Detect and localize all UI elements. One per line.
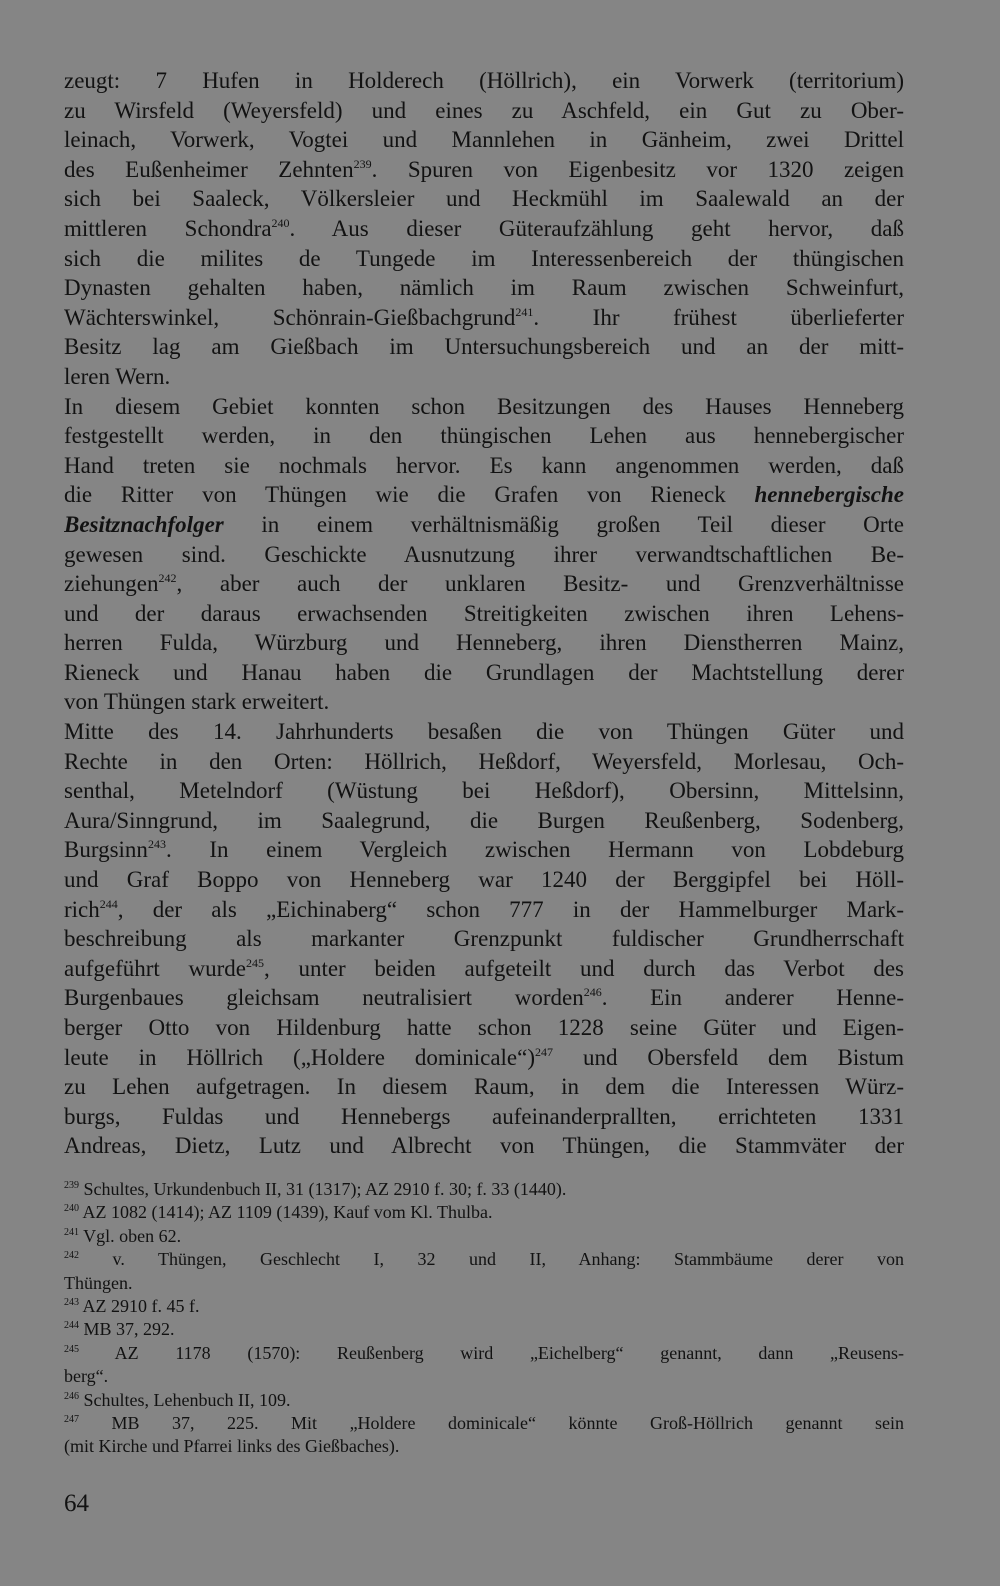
text-run: Dynasten gehalten haben, nämlich im Raum zwischen Schweinfurt, [64,275,904,301]
text-line [64,865,904,895]
text-run: v. Thüngen, Geschlecht I, 32 und II, Anhang: Stammbäume derer von [79,1249,904,1270]
text-run: Wächterswinkel, Schönrain-Gießbachgrund [64,304,516,330]
text-run: (mit Kirche und Pfarrei links des Gießbaches). [64,1436,400,1457]
text-run: Hand treten sie nochmals hervor. Es kann angenommen werden, daß [64,452,904,478]
footnote-line [64,1178,904,1201]
text-run: leute in Höllrich („Holdere dominicale“) [64,1044,535,1070]
text-line [64,1102,904,1132]
footnote-marker: 241 [515,304,534,319]
text-run: AZ 2910 f. 45 f. [79,1295,200,1316]
text-run: AZ 1178 (1570): Reußenberg wird „Eichelberg“ genannt, dann „Reusens- [79,1342,904,1363]
text-line [64,451,904,481]
text-line [64,776,904,806]
text-run: Schultes, Urkundenbuch II, 31 (1317); AZ 2910 f. 30; f. 33 (1440). [79,1179,567,1199]
text-line [64,244,904,274]
text-run: rich [64,896,100,922]
text-run: . Aus dieser Güteraufzählung geht hervor, daß [289,215,904,241]
text-run: Schultes, Lehenbuch II, 109. [79,1389,291,1410]
text-run: Thüngen. [64,1272,133,1293]
footnote-marker: 242 [158,571,177,586]
footnote-marker: 247 [64,1413,79,1425]
footnote-marker: 243 [64,1296,79,1308]
text-run: Aura/Sinngrund, im Saalegrund, die Burgen Reußenberg, Sodenberg, [64,807,904,833]
footnote-line [64,1435,904,1458]
footnote-marker: 242 [64,1250,79,1262]
text-run: zu Wirsfeld (Weyersfeld) und eines zu Aschfeld, ein Gut zu Ober- [64,97,904,123]
text-run: . Ihr frühest überlieferter [533,304,904,330]
text-line [64,1013,904,1043]
text-line [64,628,904,658]
footnote-marker: 245 [245,955,264,970]
emphasized-text: hennebergische [754,482,904,508]
text-run: sich bei Saaleck, Völkersleier und Heckmühl im Saalewald an der [64,186,904,212]
footnote-marker: 246 [64,1390,79,1402]
text-line [64,717,904,747]
text-run: zu Lehen aufgetragen. In diesem Raum, in dem die Interessen Würz- [64,1074,904,1100]
text-run: MB 37, 292. [79,1319,175,1340]
text-run: und Graf Boppo von Henneberg war 1240 der Berggipfel bei Höll- [64,867,904,893]
text-run: in einem verhältnismäßig großen Teil dieser Orte [223,511,904,537]
text-line [64,687,904,717]
text-run: Rechte in den Orten: Höllrich, Heßdorf, Weyersfeld, Morlesau, Och- [64,748,904,774]
text-line [64,569,904,599]
text-line [64,421,904,451]
text-line [64,1043,904,1073]
text-run: Burgsinn [64,837,148,863]
text-run: MB 37, 225. Mit „Holdere dominicale“ könnte Groß-Höllrich genannt sein [79,1412,904,1433]
footnote-marker: 240 [271,215,290,230]
text-line [64,96,904,126]
text-run: ziehungen [64,571,159,597]
text-run: Besitz lag am Gießbach im Untersuchungsbereich und an der mitt- [64,334,904,360]
text-run: des Eußenheimer Zehnten [64,156,354,182]
text-run: . Spuren von Eigenbesitz vor 1320 zeigen [371,156,904,182]
text-line [64,954,904,984]
text-run: gewesen sind. Geschickte Ausnutzung ihrer verwandtschaftlichen Be- [64,541,904,567]
footnote-line [64,1225,904,1248]
footnote-marker: 241 [64,1226,79,1238]
footnote-marker: 245 [64,1343,79,1355]
text-line [64,362,904,392]
footnote-marker: 239 [353,156,372,171]
footnote-line [64,1248,904,1271]
text-run: . Ein anderer Henne- [601,985,904,1011]
text-line [64,924,904,954]
text-run: , aber auch der unklaren Besitz- und Grenzverhältnisse [176,571,904,597]
text-run: burgs, Fuldas und Hennebergs aufeinanderprallten, errichteten 1331 [64,1103,904,1129]
text-run: senthal, Metelndorf (Wüstung bei Heßdorf), Obersinn, Mittelsinn, [64,778,904,804]
footnotes [64,1178,904,1459]
page-number: 64 [64,1490,89,1517]
text-line [64,273,904,303]
footnote-line [64,1389,904,1412]
footnote-marker: 244 [99,896,118,911]
footnote-marker: 244 [64,1320,79,1332]
footnote-line [64,1295,904,1318]
footnote-line [64,1272,904,1295]
text-line [64,658,904,688]
text-line [64,66,904,96]
footnote-line [64,1412,904,1435]
text-line [64,332,904,362]
text-run: von Thüngen stark erweitert. [64,689,330,715]
text-run: AZ 1082 (1414); AZ 1109 (1439), Kauf vom Kl. Thulba. [79,1202,493,1223]
text-run: berg“. [64,1366,109,1387]
text-run: In diesem Gebiet konnten schon Besitzungen des Hauses Henneberg [64,393,904,419]
footnote-line [64,1342,904,1365]
text-run: . In einem Vergleich zwischen Hermann von Lobdeburg [165,837,904,863]
text-run: Vgl. oben 62. [79,1225,182,1246]
footnote-line [64,1318,904,1341]
text-run: aufgeführt wurde [64,955,246,981]
text-line [64,895,904,925]
text-run: und der daraus erwachsenden Streitigkeiten zwischen ihren Lehens- [64,600,904,626]
footnote-marker: 247 [535,1044,553,1059]
text-run: Burgenbaues gleichsam neutralisiert worden [64,985,584,1011]
text-run: , der als „Eichinaberg“ schon 777 in der Hammelburger Mark- [117,896,904,922]
text-line [64,155,904,185]
footnote-marker: 240 [64,1203,79,1215]
text-run: die Ritter von Thüngen wie die Grafen von Rieneck [64,482,755,508]
text-run: mittleren Schondra [64,215,272,241]
text-run: und Obersfeld dem Bistum [553,1044,904,1070]
footnote-line [64,1365,904,1388]
text-line [64,1131,904,1161]
emphasized-text: Besitznachfolger [64,511,224,537]
text-run: Mitte des 14. Jahrhunderts besaßen die von Thüngen Güter und [64,719,904,745]
text-line [64,540,904,570]
text-line [64,184,904,214]
text-run: berger Otto von Hildenburg hatte schon 1228 seine Güter und Eigen- [64,1015,904,1040]
footnote-marker: 243 [147,837,166,852]
text-line [64,1072,904,1102]
text-line [64,125,904,155]
text-run: leren Wern. [64,363,171,389]
text-run: festgestellt werden, in den thüngischen Lehen aus hennebergischer [64,423,904,449]
body-text [64,66,904,1161]
text-run: leinach, Vorwerk, Vogtei und Mannlehen in Gänheim, zwei Drittel [64,127,904,153]
text-run: , unter beiden aufgeteilt und durch das Verbot des [263,955,904,981]
text-line [64,983,904,1013]
text-run: Rieneck und Hanau haben die Grundlagen der Machtstellung derer [64,659,904,685]
footnote-marker: 246 [583,985,602,1000]
text-line [64,806,904,836]
text-line [64,510,904,540]
text-run: sich die milites de Tungede im Interessenbereich der thüngischen [64,245,904,271]
text-run: Andreas, Dietz, Lutz und Albrecht von Thüngen, die Stammväter der [64,1133,904,1159]
text-line [64,392,904,422]
text-run: zeugt: 7 Hufen in Holderech (Höllrich), ein Vorwerk (territorium) [64,68,904,93]
text-line [64,747,904,777]
text-line [64,835,904,865]
text-run: herren Fulda, Würzburg und Henneberg, ihren Dienstherren Mainz, [64,630,904,656]
footnote-line [64,1201,904,1224]
text-line [64,480,904,510]
text-line [64,303,904,333]
footnote-marker: 239 [64,1180,79,1191]
text-line [64,599,904,629]
text-line [64,214,904,244]
text-run: beschreibung als markanter Grenzpunkt fuldischer Grundherrschaft [64,926,904,952]
